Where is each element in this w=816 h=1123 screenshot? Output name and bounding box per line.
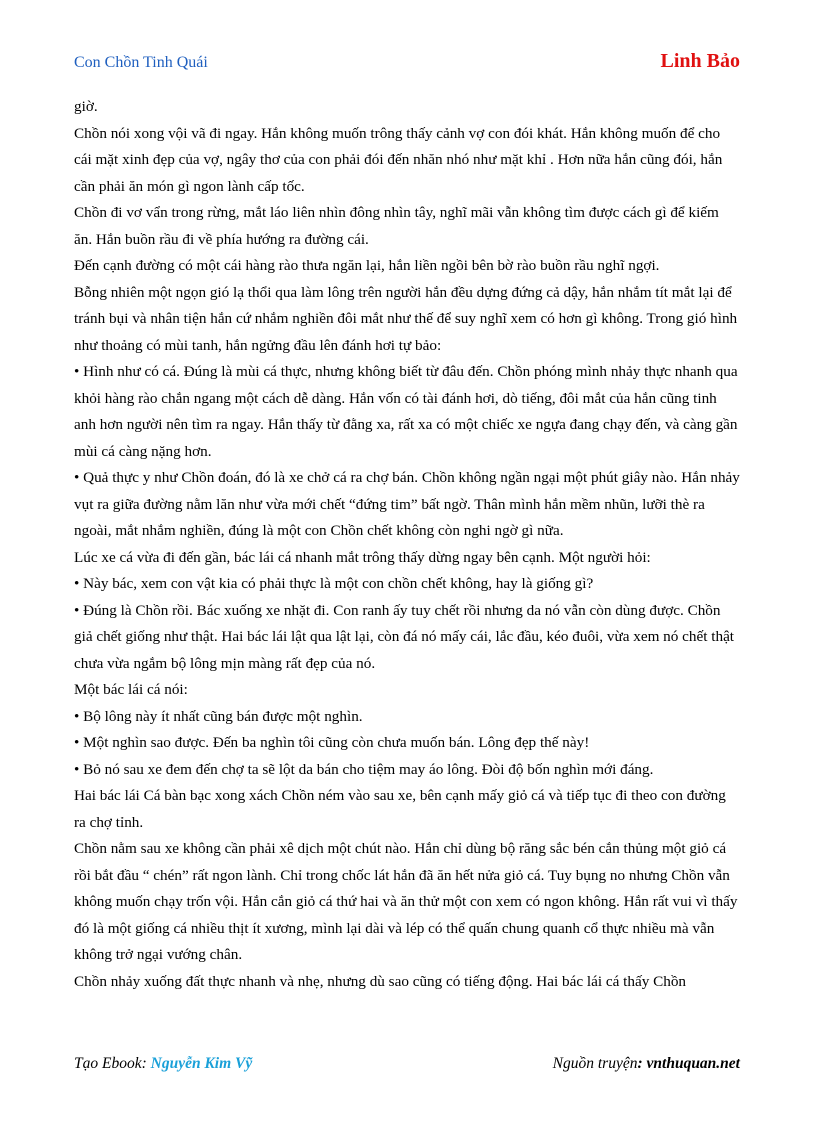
paragraph: • Bỏ nó sau xe đem đến chợ ta sẽ lột da bán cho tiệm may áo lông. Đòi độ bốn nghìn mới đáng. — [74, 760, 654, 778]
page-footer — [74, 1055, 740, 1073]
paragraph: • Quả thực y như Chồn đoán, đó là xe chở cá ra chợ bán. Chồn không ngần ngại một phút giây nào. Hắn nhảy vụt ra giữa đường nằm lăn như vừa mới chết “đứng tim” bất ngờ. Thân mình hắn mềm nhũn, lưỡi thè ra ngoài, mắt nhắm nghiền, đúng là một con Chồn chết không còn nghi ngờ gì nữa. — [74, 469, 740, 539]
ebook-credit: Tạo Ebook: Nguyễn Kim Vỹ — [74, 1055, 253, 1072]
story-text — [74, 94, 740, 995]
paragraph: Một bác lái cá nói: — [74, 681, 188, 698]
paragraph: Lúc xe cá vừa đi đến gần, bác lái cá nhanh mắt trông thấy dừng ngay bên cạnh. Một người hỏi: — [74, 548, 651, 566]
paragraph: • Này bác, xem con vật kia có phải thực là một con chồn chết không, hay là giống gì? — [74, 575, 594, 592]
paragraph: giờ. — [74, 98, 98, 115]
paragraph: Chồn nói xong vội vã đi ngay. Hắn không muốn trông thấy cảnh vợ con đói khát. Hắn không muốn để cho cái mặt xinh đẹp của vợ, ngây thơ của con phải đói đến nhăn nhó như mặt khỉ . Hơn nữa hắn cũng đói, hắn cần phải ăn món gì ngon lành cấp tốc. — [74, 124, 723, 195]
paragraph: Chồn đi vơ vẩn trong rừng, mắt láo liên nhìn đông nhìn tây, nghĩ mãi vẫn không tìm được cách gì để kiếm ăn. Hắn buồn rầu đi về phía hướng ra đường cái. — [74, 204, 719, 248]
author-name: Linh Bảo — [660, 50, 740, 72]
source-site: vnthuquan.net — [646, 1055, 740, 1072]
book-title: Con Chồn Tinh Quái — [74, 54, 208, 71]
paragraph: Bỗng nhiên một ngọn gió lạ thổi qua làm lông trên người hắn đều dựng đứng cả dậy, hắn nhắm tít mắt lại để tránh bụi và nhân tiện hắn cứ nhắm nghiền đôi mắt như thế để suy nghĩ xem có hơn gì không. Trong gió hình như thoảng có mùi tanh, hắn ngửng đầu lên đánh hơi tự bảo: — [74, 283, 738, 354]
paragraph: Hai bác lái Cá bàn bạc xong xách Chồn ném vào sau xe, bên cạnh mấy giỏ cá và tiếp tục đi theo con đường ra chợ tỉnh. — [74, 787, 726, 831]
creator-label: Tạo Ebook — [74, 1055, 142, 1072]
paragraph: • Bộ lông này ít nhất cũng bán được một nghìn. — [74, 707, 363, 725]
paragraph: Đến cạnh đường có một cái hàng rào thưa ngăn lại, hắn liền ngồi bên bờ rào buồn rầu nghĩ ngợi. — [74, 257, 660, 274]
paragraph: Chồn nhảy xuống đất thực nhanh và nhẹ, nhưng dù sao cũng có tiếng động. Hai bác lái cá thấy Chồn — [74, 972, 687, 990]
page-header — [74, 50, 740, 73]
source-label: Nguồn truyện — [552, 1055, 638, 1072]
source-credit: Nguồn truyện: vnthuquan.net — [552, 1055, 740, 1072]
paragraph: Chồn nằm sau xe không cần phải xê dịch một chút nào. Hắn chỉ dùng bộ răng sắc bén cắn thủng một giỏ cá rồi bắt đầu “ chén” rất ngon lành. Chỉ trong chốc lát hắn đã ăn hết nửa giỏ cá. Tuy bụng no nhưng Chồn vẫn không muốn chạy trốn vội. Hắn cắn giỏ cá thứ hai và ăn thử một con xem có ngon không. Hắn rất vui vì thấy đó là một giống cá nhiều thịt ít xương, mình lại dài và lép có thể quấn chung quanh cổ thực nhiều mà vẫn không trở ngại vướng chân. — [74, 840, 738, 963]
paragraph: • Hình như có cá. Đúng là mùi cá thực, nhưng không biết từ đâu đến. Chồn phóng mình nhảy thực nhanh qua khỏi hàng rào chắn ngang một cách dễ dàng. Hắn vốn có tài đánh hơi, dò tiếng, đôi mắt của hắn cũng tinh anh hơn người nên tìm ra ngay. Hắn thấy từ đằng xa, rất xa có một chiếc xe ngựa đang chạy đến, và càng gần mùi cá càng nặng hơn. — [74, 363, 738, 460]
paragraph: • Đúng là Chồn rồi. Bác xuống xe nhặt đi. Con ranh ấy tuy chết rồi nhưng da nó vẫn còn dùng được. Chồn giả chết giống như thật. Hai bác lái lật qua lật lại, còn đá nó mấy cái, lắc đầu, kéo đuôi, vừa xem nó chết thật chưa vừa ngắm bộ lông mịn màng rất đẹp của nó. — [74, 601, 735, 672]
creator-name: Nguyễn Kim Vỹ — [150, 1055, 253, 1072]
paragraph: • Một nghìn sao được. Đến ba nghìn tôi cũng còn chưa muốn bán. Lông đẹp thế này! — [74, 734, 590, 751]
